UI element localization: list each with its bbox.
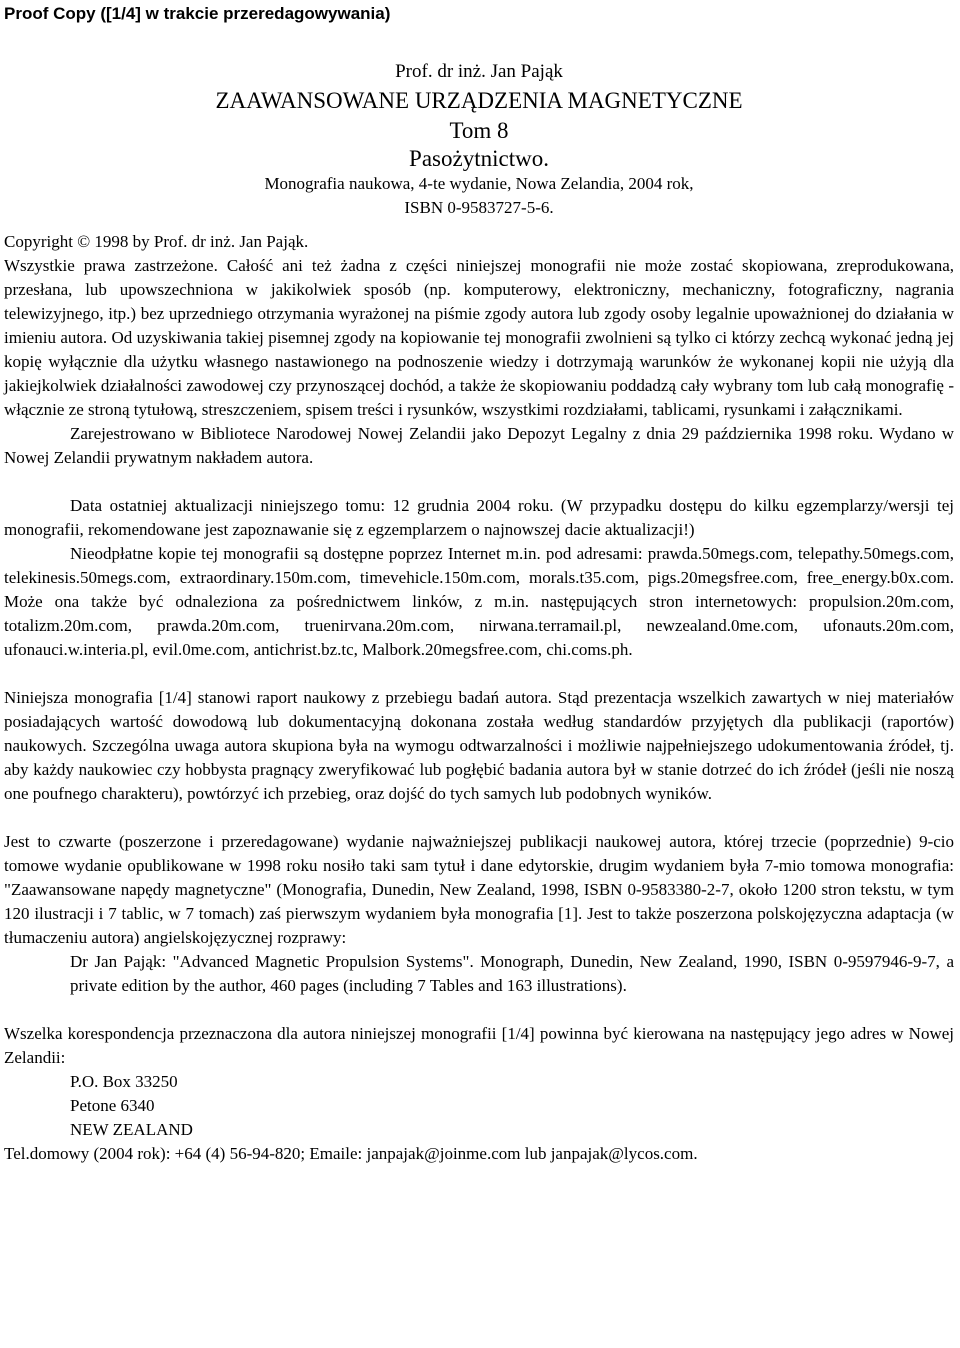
volume-subtitle: Pasożytnictwo. <box>409 146 549 171</box>
title-block <box>4 58 954 220</box>
update-paragraph: Data ostatniej aktualizacji niniejszego tomu: 12 grudnia 2004 roku. (W przypadku dostępu do kilku egzemplarzy/wersji tej monografii, rekomendowane jest zapoznawanie się z egzemplarzem o najnowszej dacie aktualizacji!) <box>4 496 954 539</box>
author-line: Prof. dr inż. Jan Pająk <box>395 61 563 82</box>
isbn-line: ISBN 0-9583727-5-6. <box>404 198 554 217</box>
address-line: Petone 6340 <box>70 1096 155 1115</box>
volume-line: Tom 8 <box>449 118 509 143</box>
rights-paragraph <box>4 254 954 422</box>
address-line: P.O. Box 33250 <box>70 1072 178 1091</box>
registration-paragraph: Zarejestrowano w Bibliotece Narodowej Nowej Zelandii jako Depozyt Legalny z dnia 29 października 1998 roku. Wydano w Nowej Zelandii prywatnym nakładem autora. <box>4 424 954 467</box>
monograph-info: Monografia naukowa, 4-te wydanie, Nowa Zelandia, 2004 rok, <box>264 174 694 193</box>
postal-address <box>4 1070 954 1142</box>
free-copies-paragraph: Nieodpłatne kopie tej monografii są dostępne poprzez Internet m.in. pod adresami: prawda.50megs.com, telepathy.50megs.com, telekinesis.50megs.com, extraordinary.150m.com, timevehicle.150m.com, morals.t35.com, pigs.20megsfree.com, free_energy.b0x.com. Może ona także być odnaleziona za pośrednictwem linków, z m.in. następujących stron internetowych: propulsion.20m.com, totalizm.20m.com, prawda.20m.com, truenirvana.20m.com, nirwana.terramail.pl, newzealand.0me.com, ufonauts.20m.com, ufonauci.w.interia.pl, evil.0me.com, antichrist.bz.tc, Malbork.20megsfree.com, chi.coms.ph. <box>4 544 954 659</box>
rights-text: Całość ani też żadna z części niniejszej monografii nie może zostać skopiowana, zreprodukowana, przesłana, lub upowszechniona w jakikolwiek sposób (np. komputerowy, elektroniczny, mechaniczny, fotograficzny, nagrania telewizyjnego, itp.) bez uprzedniego otrzymania wyrażonej na piśmie zgody autora lub zgody osoby legalnie upoważnionej do działania w imieniu autora. Od uzyskiwania takiej pisemnej zgody na kopiowanie tej monografii zwolnieni są tylko ci którzy zechcą wykonać jedną jej kopię wyłącznie dla użytku własnego nastawionego na podnoszenie wiedzy i dotrzymają warunków że wykonanej kopii nie użyją dla jakiejkolwiek działalności zawodowej czy przynoszącej dochód, a także że skopiowaniu poddadzą cały wybrany tom lub całą monografię - włącznie ze stroną tytułową, streszczeniem, spisem treści i rysunków, wszystkimi rozdziałami, tablicami, rysunkami i załącznikami. <box>4 256 955 419</box>
rights-lead: Wszystkie prawa zastrzeżone. <box>4 256 218 275</box>
edition-paragraph: Jest to czwarte (poszerzone i przeredagowane) wydanie najważniejszej publikacji naukowej autora, której trzecie (poprzednie) 9-cio tomowe wydanie opublikowane w 1998 roku nosiło taki sam tytuł i dane edytorskie, drugim wydaniem była 7-mio tomowa monografia: "Zaawansowane napędy magnetyczne" (Monografia, Dunedin, New Zealand, 1998, ISBN 0-9583380-2-7, około 1200 stron tekstu, w tym 120 ilustracji i 7 tablic, w 7 tomach) zaś pierwszym wydaniem była monografia [1]. Jest to także poszerzona polskojęzyczna adaptacja (w tłumaczeniu autora) angielskojęzycznej rozprawy: <box>4 832 954 947</box>
proof-copy-label: Proof Copy ([1/4] w trakcie przeredagowywania) <box>4 4 391 23</box>
reference-paragraph: Dr Jan Pająk: "Advanced Magnetic Propulsion Systems". Monograph, Dunedin, New Zealand, 1990, ISBN 0-9597946-9-7, a private edition by the author, 460 pages (including 7 Tables and 163 illustrations). <box>70 952 954 995</box>
book-title: ZAAWANSOWANE URZĄDZENIA MAGNETYCZNE <box>215 88 743 113</box>
correspondence-paragraph: Wszelka korespondencja przeznaczona dla autora niniejszej monografii [1/4] powinna być kierowana na następujący jego adres w Nowej Zelandii: <box>4 1024 954 1067</box>
report-paragraph: Niniejsza monografia [1/4] stanowi raport naukowy z przebiegu badań autora. Stąd prezentacja wszelkich zawartych w niej materiałów posiadających wartość dowodową lub dokumentacyjną dokonana została według standardów przyjętych dla publikacji (raportów) naukowych. Szczególna uwaga autora skupiona była na wymogu odtwarzalności i możliwie najpełniejszego udokumentowania źródeł, tj. aby każdy naukowiec czy hobbysta pragnący zweryfikować lub pogłębić badania autora był w stanie dotrzeć do ich źródeł (jeśli nie noszą one poufnego charakteru), powtórzyć ich przebieg, oraz dojść do tych samych lub podobnych wyników. <box>4 688 954 803</box>
copyright-line: Copyright © 1998 by Prof. dr inż. Jan Pająk. <box>4 232 309 251</box>
contact-line: Tel.domowy (2004 rok): +64 (4) 56-94-820; Emaile: janpajak@joinme.com lub janpajak@lycos.com. <box>4 1144 698 1163</box>
copyright-section <box>4 230 954 470</box>
address-line: NEW ZEALAND <box>70 1120 193 1139</box>
